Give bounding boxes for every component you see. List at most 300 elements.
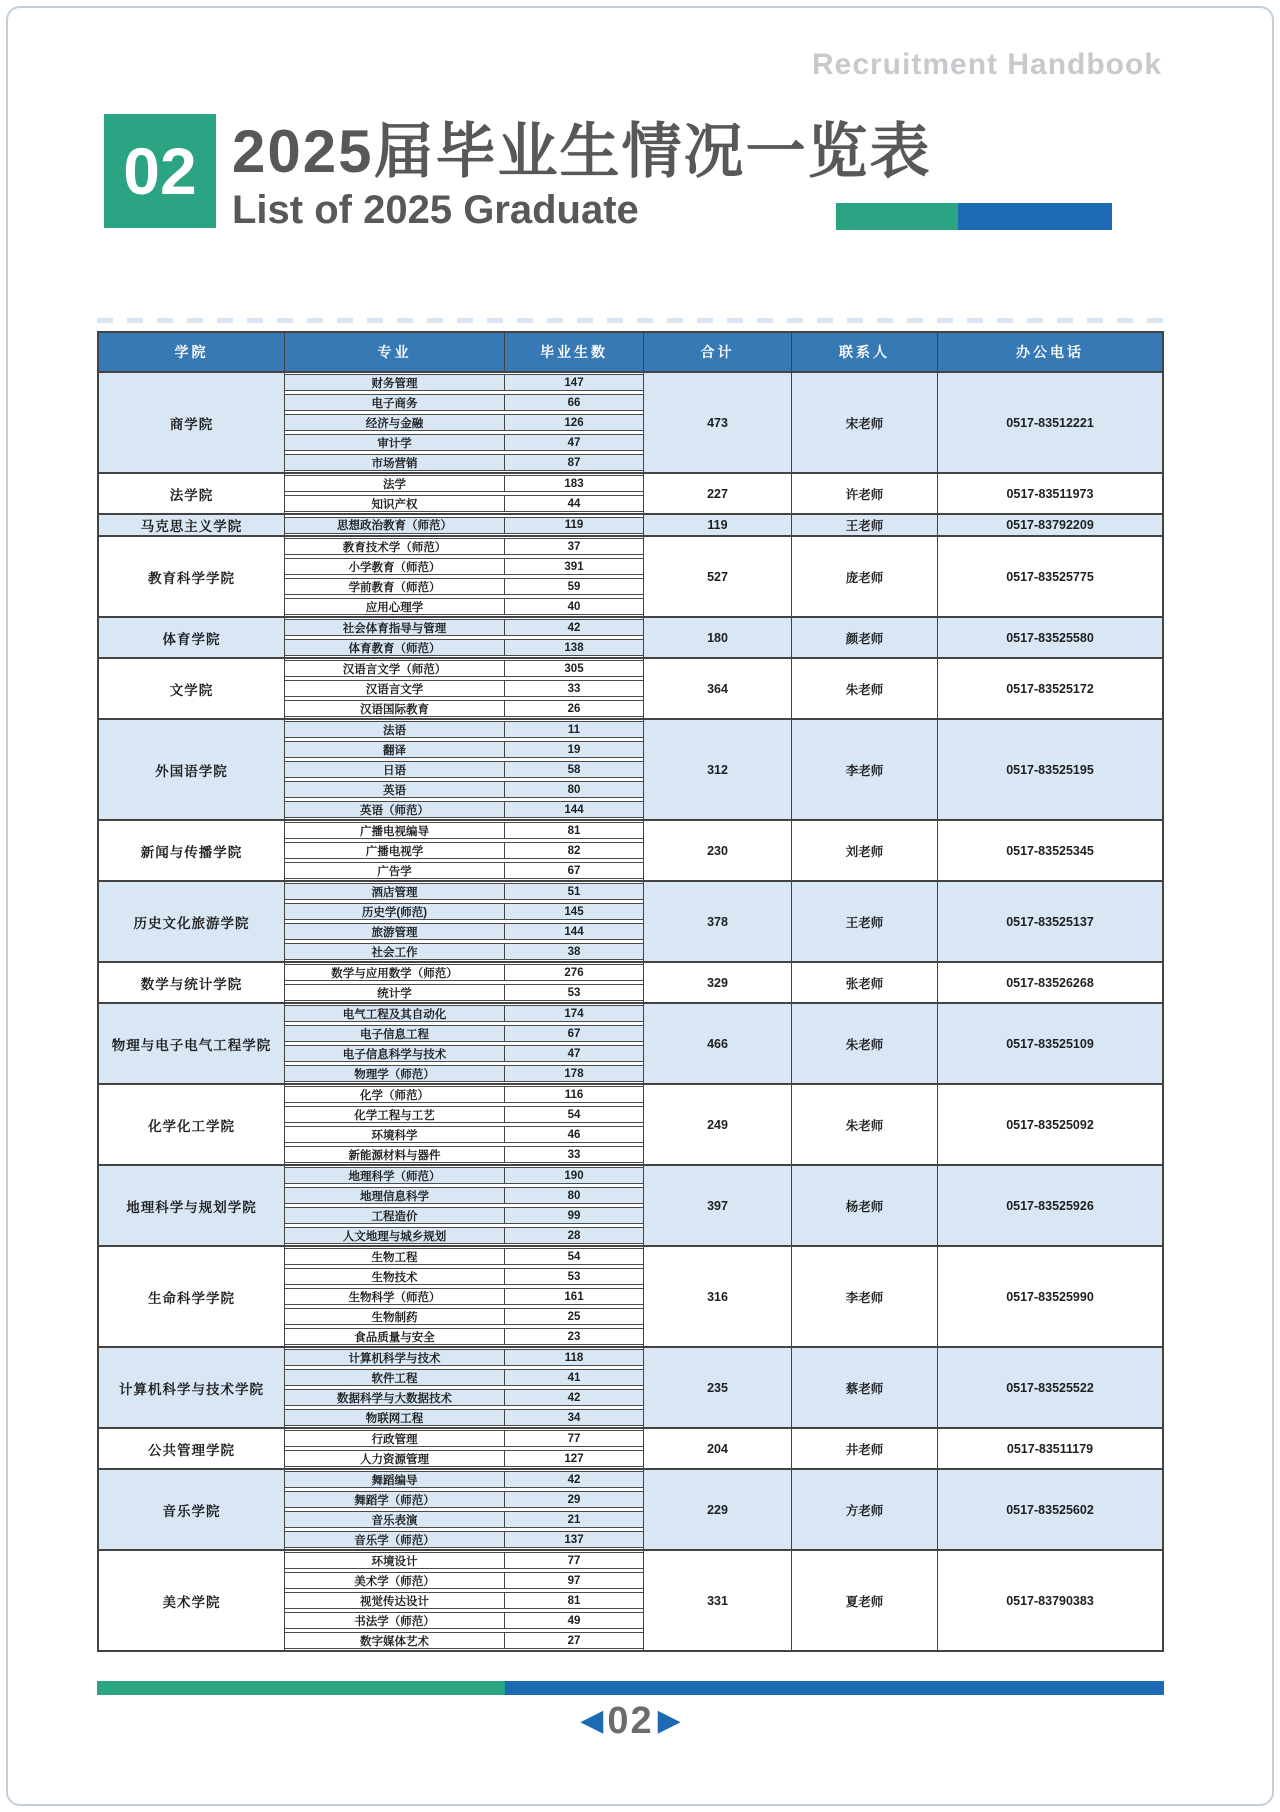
graduate-count-cell: 34 [567,1411,581,1424]
graduate-count-cell: 19 [567,743,581,756]
phone-cell: 0517-83525345 [938,821,1162,880]
graduate-count-cell: 118 [564,1351,584,1364]
total-cell: 331 [644,1551,792,1650]
major-row [285,1592,643,1609]
major-row [285,598,643,615]
graduate-count-cell: 28 [567,1229,581,1242]
contact-cell: 刘老师 [792,821,938,880]
major-row [285,1126,643,1143]
college-name-cell: 美术学院 [99,1551,285,1650]
phone-cell: 0517-83525990 [938,1247,1162,1346]
major-name-cell: 书法学（师范） [285,1613,505,1628]
total-cell: 527 [644,537,792,616]
major-row [285,578,643,595]
major-row [285,374,643,391]
contact-cell: 井老师 [792,1429,938,1468]
page-title: 2025届毕业生情况一览表 [232,118,932,185]
next-page-icon: ▶ [657,1704,681,1737]
phone-cell: 0517-83525172 [938,659,1162,718]
major-row [285,1146,643,1163]
major-name-cell: 审计学 [285,435,505,450]
major-name-cell: 视觉传达设计 [285,1593,505,1608]
major-name-cell: 物联网工程 [285,1410,505,1425]
major-name-cell: 软件工程 [285,1370,505,1385]
graduate-count-cell: 127 [564,1452,584,1465]
college-name-cell: 数学与统计学院 [99,963,285,1002]
graduate-count-cell: 42 [567,1391,581,1404]
major-name-cell: 人力资源管理 [285,1451,505,1466]
major-name-cell: 酒店管理 [285,884,505,899]
major-row [285,1248,643,1265]
total-cell: 473 [644,373,792,472]
total-cell: 230 [644,821,792,880]
graduate-count-cell: 87 [567,456,581,469]
major-row [285,1227,643,1244]
major-row [285,1409,643,1426]
graduate-count-cell: 81 [567,824,581,837]
major-row [285,1167,643,1184]
college-name-cell: 外国语学院 [99,720,285,819]
contact-cell: 朱老师 [792,1004,938,1083]
total-cell: 397 [644,1166,792,1245]
major-row [285,964,643,981]
college-name-cell: 商学院 [99,373,285,472]
majors-column [285,1348,644,1427]
contact-cell: 夏老师 [792,1551,938,1650]
graduate-count-cell: 37 [567,540,581,553]
major-name-cell: 学前教育（师范） [285,579,505,594]
college-name-cell: 化学化工学院 [99,1085,285,1164]
major-row [285,434,643,451]
contact-cell: 朱老师 [792,1085,938,1164]
majors-column [285,618,644,657]
college-name-cell: 法学院 [99,474,285,513]
graduate-count-cell: 144 [564,925,584,938]
majors-column [285,882,644,961]
column-header-count: 毕业生数 [505,333,644,371]
major-row [285,394,643,411]
college-name-cell: 地理科学与规划学院 [99,1166,285,1245]
major-name-cell: 历史学(师范) [285,904,505,919]
major-row [285,517,643,534]
major-name-cell: 美术学（师范） [285,1573,505,1588]
phone-cell: 0517-83512221 [938,373,1162,472]
major-name-cell: 生物科学（师范） [285,1289,505,1304]
graduate-count-cell: 29 [567,1493,581,1506]
major-name-cell: 数据科学与大数据技术 [285,1390,505,1405]
majors-column [285,659,644,718]
major-row [285,619,643,636]
major-name-cell: 日语 [285,762,505,777]
table-header-row [99,333,1162,371]
contact-cell: 庞老师 [792,537,938,616]
college-group-row [99,657,1162,718]
major-row [285,862,643,879]
graduate-count-cell: 66 [567,396,581,409]
contact-cell: 宋老师 [792,373,938,472]
major-row [285,1471,643,1488]
total-cell: 364 [644,659,792,718]
major-row [285,1328,643,1345]
graduate-count-cell: 23 [567,1330,581,1343]
college-name-cell: 音乐学院 [99,1470,285,1549]
graduate-count-cell: 21 [567,1513,581,1526]
graduate-count-cell: 38 [567,945,581,958]
graduate-count-cell: 42 [567,1473,581,1486]
accent-bar-green [836,203,958,230]
total-cell: 227 [644,474,792,513]
major-name-cell: 工程造价 [285,1208,505,1223]
phone-cell: 0517-83525602 [938,1470,1162,1549]
major-row [285,1389,643,1406]
college-group-row [99,1468,1162,1549]
major-row [285,1430,643,1447]
major-row [285,700,643,717]
college-name-cell: 马克思主义学院 [99,515,285,535]
graduate-count-cell: 53 [567,1270,581,1283]
college-group-row [99,535,1162,616]
graduate-count-cell: 67 [567,1027,581,1040]
major-name-cell: 知识产权 [285,496,505,511]
major-name-cell: 社会工作 [285,944,505,959]
majors-column [285,963,644,1002]
major-name-cell: 电子信息科学与技术 [285,1046,505,1061]
college-name-cell: 生命科学学院 [99,1247,285,1346]
major-row [285,1025,643,1042]
major-row [285,495,643,512]
major-name-cell: 数字媒体艺术 [285,1633,505,1648]
major-name-cell: 环境科学 [285,1127,505,1142]
graduate-count-cell: 54 [567,1108,581,1121]
major-name-cell: 物理学（师范） [285,1066,505,1081]
major-name-cell: 广告学 [285,863,505,878]
major-name-cell: 英语（师范） [285,802,505,817]
college-name-cell: 教育科学学院 [99,537,285,616]
major-name-cell: 计算机科学与技术 [285,1350,505,1365]
major-name-cell: 音乐学（师范） [285,1532,505,1547]
major-name-cell: 汉语言文学（师范） [285,661,505,676]
major-row [285,903,643,920]
major-name-cell: 地理信息科学 [285,1188,505,1203]
major-name-cell: 舞蹈学（师范） [285,1492,505,1507]
college-group-row [99,371,1162,472]
contact-cell: 方老师 [792,1470,938,1549]
major-name-cell: 生物制药 [285,1309,505,1324]
graduate-count-cell: 40 [567,600,581,613]
major-name-cell: 音乐表演 [285,1512,505,1527]
major-row [285,1450,643,1467]
graduate-count-cell: 174 [564,1007,584,1020]
graduate-count-cell: 51 [567,885,581,898]
major-name-cell: 生物工程 [285,1249,505,1264]
contact-cell: 蔡老师 [792,1348,938,1427]
major-row [285,538,643,555]
graduate-count-cell: 27 [567,1634,581,1647]
total-cell: 249 [644,1085,792,1164]
page-subtitle: List of 2025 Graduate [232,188,639,232]
major-name-cell: 财务管理 [285,375,505,390]
college-group-row [99,961,1162,1002]
phone-cell: 0517-83525580 [938,618,1162,657]
graduate-count-cell: 119 [564,519,584,531]
major-name-cell: 汉语言文学 [285,681,505,696]
college-name-cell: 体育学院 [99,618,285,657]
contact-cell: 颜老师 [792,618,938,657]
major-row [285,1491,643,1508]
major-name-cell: 化学（师范） [285,1087,505,1102]
graduate-count-cell: 99 [567,1209,581,1222]
major-row [285,923,643,940]
graduate-count-cell: 276 [564,966,584,979]
graduate-count-cell: 33 [567,682,581,695]
phone-cell: 0517-83511973 [938,474,1162,513]
graduate-count-cell: 138 [564,641,584,654]
major-row [285,475,643,492]
total-cell: 312 [644,720,792,819]
graduate-count-cell: 49 [567,1614,581,1627]
graduate-count-cell: 47 [567,436,581,449]
major-row [285,822,643,839]
major-row [285,721,643,738]
college-group-row [99,1164,1162,1245]
graduate-count-cell: 42 [567,621,581,634]
section-number: 02 [123,134,197,208]
graduate-count-cell: 161 [564,1290,584,1303]
majors-column [285,474,644,513]
major-row [285,1065,643,1082]
graduate-count-cell: 137 [564,1533,584,1546]
majors-column [285,1247,644,1346]
phone-cell: 0517-83525926 [938,1166,1162,1245]
major-row [285,1207,643,1224]
phone-cell: 0517-83526268 [938,963,1162,1002]
graduate-count-cell: 58 [567,763,581,776]
graduate-count-cell: 53 [567,986,581,999]
major-row [285,1552,643,1569]
major-row [285,781,643,798]
major-name-cell: 生物技术 [285,1269,505,1284]
graduate-count-cell: 41 [567,1371,581,1384]
graduate-count-cell: 77 [567,1432,581,1445]
major-name-cell: 教育技术学（师范） [285,539,505,554]
major-row [285,1369,643,1386]
major-name-cell: 经济与金融 [285,415,505,430]
major-name-cell: 翻译 [285,742,505,757]
phone-cell: 0517-83511179 [938,1429,1162,1468]
graduate-count-cell: 80 [567,1189,581,1202]
pager [97,1702,1164,1740]
college-name-cell: 文学院 [99,659,285,718]
college-group-row [99,1083,1162,1164]
accent-bar-blue [958,203,1112,230]
major-row [285,414,643,431]
graduate-count-cell: 82 [567,844,581,857]
major-name-cell: 体育教育（师范） [285,640,505,655]
phone-cell: 0517-83525109 [938,1004,1162,1083]
total-cell: 329 [644,963,792,1002]
graduate-count-cell: 67 [567,864,581,877]
graduate-count-cell: 81 [567,1594,581,1607]
major-row [285,1268,643,1285]
phone-cell: 0517-83525195 [938,720,1162,819]
graduate-count-cell: 147 [564,376,584,389]
total-cell: 119 [644,515,792,535]
major-row [285,639,643,656]
college-group-row [99,1549,1162,1650]
major-row [285,1511,643,1528]
major-name-cell: 市场营销 [285,455,505,470]
graduate-count-cell: 144 [564,803,584,816]
major-name-cell: 思想政治教育（师范） [285,518,505,533]
major-name-cell: 社会体育指导与管理 [285,620,505,635]
major-row [285,1086,643,1103]
phone-cell: 0517-83790383 [938,1551,1162,1650]
contact-cell: 王老师 [792,882,938,961]
contact-cell: 王老师 [792,515,938,535]
total-cell: 378 [644,882,792,961]
major-row [285,1005,643,1022]
major-row [285,883,643,900]
major-name-cell: 食品质量与安全 [285,1329,505,1344]
major-name-cell: 广播电视学 [285,843,505,858]
major-row [285,1308,643,1325]
majors-column [285,1551,644,1650]
contact-cell: 杨老师 [792,1166,938,1245]
graduate-count-cell: 33 [567,1148,581,1161]
major-name-cell: 小学教育（师范） [285,559,505,574]
graduate-count-cell: 183 [564,477,584,490]
majors-column [285,515,644,535]
majors-column [285,537,644,616]
graduate-count-cell: 178 [564,1067,584,1080]
college-group-row [99,718,1162,819]
phone-cell: 0517-83525137 [938,882,1162,961]
contact-cell: 许老师 [792,474,938,513]
column-header-contact: 联系人 [792,333,938,371]
total-cell: 466 [644,1004,792,1083]
graduates-table [97,331,1164,1652]
major-row [285,454,643,471]
major-name-cell: 行政管理 [285,1431,505,1446]
majors-column [285,1004,644,1083]
brand-text: Recruitment Handbook [811,48,1162,81]
graduate-count-cell: 25 [567,1310,581,1323]
major-row [285,660,643,677]
major-name-cell: 电子商务 [285,395,505,410]
major-row [285,1612,643,1629]
prev-page-icon: ◀ [580,1704,604,1737]
majors-column [285,821,644,880]
contact-cell: 朱老师 [792,659,938,718]
major-row [285,1187,643,1204]
footer-bar-blue [505,1681,1164,1695]
major-name-cell: 应用心理学 [285,599,505,614]
major-name-cell: 数学与应用数学（师范） [285,965,505,980]
total-cell: 316 [644,1247,792,1346]
major-row [285,801,643,818]
graduate-count-cell: 126 [564,416,584,429]
graduate-count-cell: 26 [567,702,581,715]
table-body [99,371,1162,1650]
major-name-cell: 英语 [285,782,505,797]
major-row [285,741,643,758]
contact-cell: 李老师 [792,1247,938,1346]
total-cell: 229 [644,1470,792,1549]
major-name-cell: 电气工程及其自动化 [285,1006,505,1021]
phone-cell: 0517-83792209 [938,515,1162,535]
college-group-row [99,1245,1162,1346]
phone-cell: 0517-83525522 [938,1348,1162,1427]
column-header-total: 合计 [644,333,792,371]
graduate-count-cell: 116 [564,1088,584,1101]
college-group-row [99,616,1162,657]
college-group-row [99,1427,1162,1468]
majors-column [285,1085,644,1164]
footer-bar-green [97,1681,505,1695]
majors-column [285,720,644,819]
major-row [285,1045,643,1062]
contact-cell: 张老师 [792,963,938,1002]
major-name-cell: 电子信息工程 [285,1026,505,1041]
major-row [285,1349,643,1366]
major-name-cell: 统计学 [285,985,505,1000]
column-header-college: 学院 [99,333,285,371]
graduate-count-cell: 190 [564,1169,584,1182]
graduate-count-cell: 44 [567,497,581,510]
major-row [285,842,643,859]
graduate-count-cell: 145 [564,905,584,918]
majors-column [285,1166,644,1245]
graduate-count-cell: 59 [567,580,581,593]
college-name-cell: 物理与电子电气工程学院 [99,1004,285,1083]
graduate-count-cell: 11 [567,723,581,736]
major-row [285,1572,643,1589]
section-number-badge [104,114,216,228]
column-header-phone: 办公电话 [1016,344,1084,360]
graduate-count-cell: 47 [567,1047,581,1060]
major-row [285,943,643,960]
college-group-row [99,513,1162,535]
major-name-cell: 地理科学（师范） [285,1168,505,1183]
major-name-cell: 舞蹈编导 [285,1472,505,1487]
graduate-count-cell: 46 [567,1128,581,1141]
major-name-cell: 广播电视编导 [285,823,505,838]
major-row [285,984,643,1001]
college-name-cell: 历史文化旅游学院 [99,882,285,961]
major-row [285,761,643,778]
college-name-cell: 公共管理学院 [99,1429,285,1468]
major-row [285,1632,643,1649]
major-name-cell: 人文地理与城乡规划 [285,1228,505,1243]
major-name-cell: 新能源材料与器件 [285,1147,505,1162]
footer-accent-bar [97,1681,1164,1695]
college-group-row [99,819,1162,880]
major-row [285,680,643,697]
graduate-count-cell: 80 [567,783,581,796]
graduate-count-cell: 305 [564,662,584,675]
major-name-cell: 化学工程与工艺 [285,1107,505,1122]
major-row [285,1106,643,1123]
major-name-cell: 汉语国际教育 [285,701,505,716]
major-row [285,1288,643,1305]
total-cell: 235 [644,1348,792,1427]
major-name-cell: 环境设计 [285,1553,505,1568]
major-row [285,1531,643,1548]
major-name-cell: 法语 [285,722,505,737]
graduate-count-cell: 391 [564,560,584,573]
phone-cell: 0517-83525775 [938,537,1162,616]
college-group-row [99,472,1162,513]
